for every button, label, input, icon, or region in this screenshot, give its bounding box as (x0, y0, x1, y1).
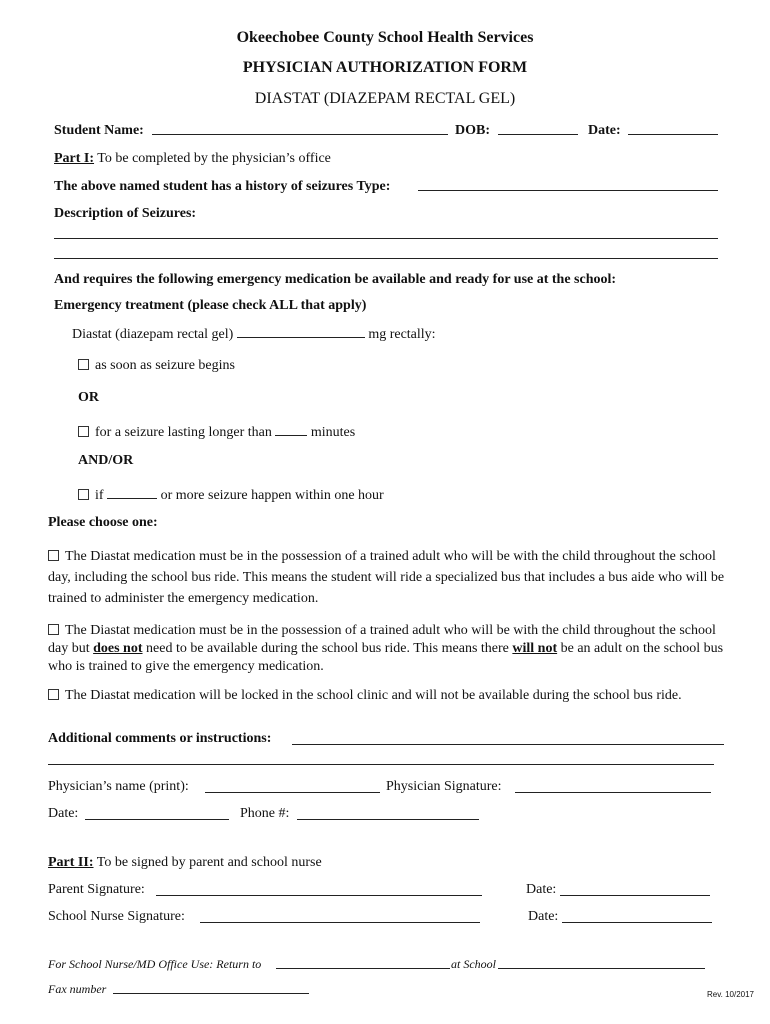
physician-date-label: Date: (48, 806, 79, 821)
option-frequency[interactable]: if or more seizure happen within one hour (78, 485, 384, 504)
choice-2[interactable]: The Diastat medication must be in the possession of a trained adult who will be with the child throughout the school day but does not need to be available during the school bus ride. This means there will not be an adult on the school bus who is trained to give the emergency medication. (48, 623, 724, 674)
seizure-type-label: The above named student has a history of seizures Type: (54, 179, 391, 194)
parent-signature-field[interactable] (156, 895, 482, 896)
physician-name-field[interactable] (205, 792, 380, 793)
form-subtitle: DIASTAT (DIAZEPAM RECTAL GEL) (254, 90, 516, 107)
office-use-label: For School Nurse/MD Office Use: Return to (48, 957, 262, 971)
parent-date-label: Date: (526, 882, 557, 897)
comments-label: Additional comments or instructions: (48, 731, 272, 746)
or-label: OR (78, 390, 99, 405)
seizure-count-field[interactable] (107, 485, 157, 499)
checkbox-icon[interactable] (48, 550, 59, 561)
description-line-1[interactable] (54, 238, 718, 239)
minutes-field[interactable] (275, 422, 307, 436)
comments-line-2[interactable] (48, 764, 714, 765)
dob-label: DOB: (455, 123, 491, 138)
date-field[interactable] (628, 134, 718, 135)
checkbox-icon[interactable] (78, 489, 89, 500)
dob-field[interactable] (498, 134, 578, 135)
part1-heading: Part I: To be completed by the physician’s office (54, 151, 331, 166)
physician-name-label: Physician’s name (print): (48, 779, 189, 794)
nurse-signature-label: School Nurse Signature: (48, 909, 185, 924)
nurse-signature-field[interactable] (200, 922, 480, 923)
fax-label: Fax number (48, 982, 107, 996)
requires-text: And requires the following emergency medication be available and ready for use at the school: (54, 272, 617, 287)
checkbox-icon[interactable] (48, 624, 59, 635)
phone-field[interactable] (297, 819, 479, 820)
physician-signature-label: Physician Signature: (386, 779, 502, 794)
date-label: Date: (588, 123, 621, 138)
option-duration[interactable]: for a seizure lasting longer than minutes (78, 422, 355, 441)
nurse-date-label: Date: (528, 909, 559, 924)
school-name: Okeechobee County School Health Services (236, 29, 534, 46)
description-line-2[interactable] (54, 258, 718, 259)
treatment-label: Emergency treatment (please check ALL that apply) (54, 298, 367, 313)
choice-3[interactable]: The Diastat medication will be locked in the school clinic and will not be available during the school bus ride. (48, 686, 728, 705)
seizure-type-field[interactable] (418, 190, 718, 191)
choice-1[interactable]: The Diastat medication must be in the possession of a trained adult who will be with the child throughout the school day, including the school bus ride. This means the student will ride a specialized bus that includes a bus aide who will be trained to administer the emergency medication. (48, 549, 725, 606)
checkbox-icon[interactable] (78, 359, 89, 370)
diastat-dose-line: Diastat (diazepam rectal gel) mg rectally: (72, 324, 436, 343)
dose-field[interactable] (237, 324, 365, 338)
parent-signature-label: Parent Signature: (48, 882, 145, 897)
part2-heading: Part II: To be signed by parent and school nurse (48, 855, 322, 870)
option-immediate[interactable]: as soon as seizure begins (78, 357, 235, 374)
andor-label: AND/OR (78, 453, 134, 468)
comments-field[interactable] (292, 744, 724, 745)
checkbox-icon[interactable] (78, 426, 89, 437)
description-label: Description of Seizures: (54, 206, 197, 221)
phone-label: Phone #: (240, 806, 290, 821)
student-name-field[interactable] (152, 134, 448, 135)
checkbox-icon[interactable] (48, 689, 59, 700)
fax-field[interactable] (113, 993, 309, 994)
student-name-label: Student Name: (54, 123, 144, 138)
physician-signature-field[interactable] (515, 792, 711, 793)
nurse-date-field[interactable] (562, 922, 712, 923)
revision-label: Rev. 10/2017 (707, 990, 754, 999)
choose-label: Please choose one: (48, 515, 158, 530)
form-title: PHYSICIAN AUTHORIZATION FORM (242, 59, 528, 76)
at-school-label: at School (451, 957, 496, 971)
school-field[interactable] (498, 968, 705, 969)
return-to-field[interactable] (276, 968, 450, 969)
parent-date-field[interactable] (560, 895, 710, 896)
physician-date-field[interactable] (85, 819, 229, 820)
